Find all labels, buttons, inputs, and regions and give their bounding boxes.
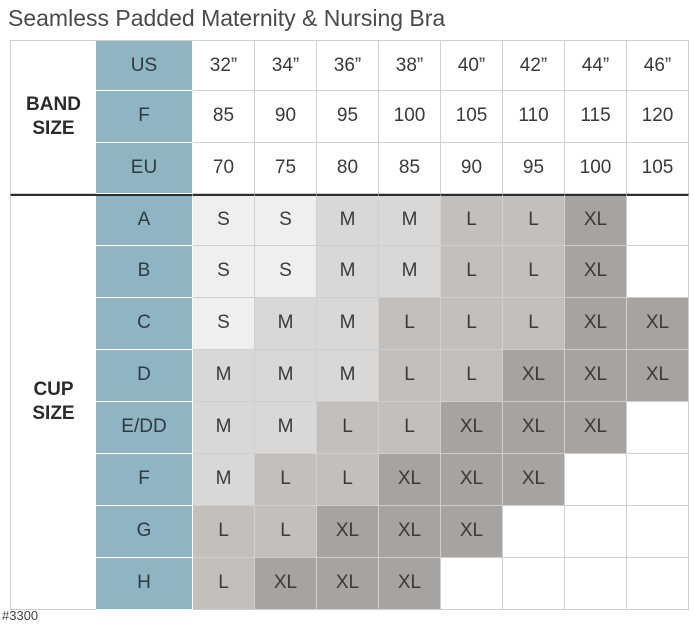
cup-size-cell	[627, 506, 689, 558]
cup-size-cell: L	[441, 350, 503, 402]
cup-size-heading-line2: SIZE	[32, 403, 75, 425]
cup-size-cell	[565, 454, 627, 506]
cup-size-cell: M	[317, 350, 379, 402]
band-size-cell: 115	[565, 91, 627, 142]
band-size-cell: 36”	[317, 40, 379, 91]
cup-size-cell: L	[441, 194, 503, 246]
cup-row-label: A	[96, 194, 193, 246]
band-size-heading-line2: SIZE	[32, 117, 75, 139]
cup-size-cell: XL	[441, 402, 503, 454]
cup-size-cell: M	[255, 298, 317, 350]
cup-size-cell: XL	[317, 506, 379, 558]
cup-size-cell: L	[503, 246, 565, 298]
cup-row-label: H	[96, 558, 193, 610]
size-chart-table	[10, 40, 692, 606]
band-size-cell: 95	[317, 91, 379, 142]
band-size-cell: 100	[565, 143, 627, 194]
band-size-cell: 34”	[255, 40, 317, 91]
cup-size-cell: XL	[255, 558, 317, 610]
cup-size-cell: XL	[379, 558, 441, 610]
cup-size-cell: XL	[379, 506, 441, 558]
cup-size-cell: M	[193, 402, 255, 454]
cup-size-cell: S	[193, 194, 255, 246]
cup-size-cell: XL	[565, 402, 627, 454]
band-size-cell: 40”	[441, 40, 503, 91]
band-size-cell: 75	[255, 143, 317, 194]
cup-size-cell	[565, 506, 627, 558]
band-row-label: F	[96, 91, 193, 142]
cup-size-cell: L	[255, 506, 317, 558]
cup-size-heading-line1: CUP	[33, 379, 74, 401]
cup-size-cell: S	[255, 194, 317, 246]
band-row-label: US	[96, 40, 193, 91]
cup-size-cell	[627, 402, 689, 454]
cup-size-cell: XL	[565, 350, 627, 402]
cup-size-cell: M	[317, 194, 379, 246]
cup-size-cell	[503, 558, 565, 610]
cup-size-cell	[627, 558, 689, 610]
cup-size-cell: XL	[503, 350, 565, 402]
band-size-cell: 100	[379, 91, 441, 142]
cup-size-cell: L	[317, 454, 379, 506]
cup-size-cell: XL	[503, 402, 565, 454]
cup-row-label: C	[96, 298, 193, 350]
cup-size-cell: L	[379, 298, 441, 350]
cup-size-cell: S	[193, 246, 255, 298]
band-size-cell: 105	[441, 91, 503, 142]
cup-size-cell: XL	[627, 350, 689, 402]
band-row-label: EU	[96, 143, 193, 194]
cup-size-cell: S	[255, 246, 317, 298]
cup-size-cell: L	[317, 402, 379, 454]
cup-size-cell: L	[193, 506, 255, 558]
cup-size-cell	[503, 506, 565, 558]
cup-size-cell: XL	[441, 506, 503, 558]
band-size-cell: 95	[503, 143, 565, 194]
cup-size-cell: L	[379, 402, 441, 454]
band-size-cell: 46”	[627, 40, 689, 91]
cup-size-cell: L	[503, 194, 565, 246]
cup-size-cell: S	[193, 298, 255, 350]
band-size-cell: 85	[379, 143, 441, 194]
style-number: #3300	[2, 608, 39, 623]
cup-size-cell: L	[503, 298, 565, 350]
cup-size-cell: XL	[565, 246, 627, 298]
band-size-cell: 38”	[379, 40, 441, 91]
cup-size-cell	[627, 454, 689, 506]
band-size-cell: 32”	[193, 40, 255, 91]
cup-size-cell: XL	[441, 454, 503, 506]
cup-row-label: D	[96, 350, 193, 402]
cup-size-cell	[627, 246, 689, 298]
cup-size-cell: XL	[565, 298, 627, 350]
band-size-cell: 44”	[565, 40, 627, 91]
cup-size-cell	[441, 558, 503, 610]
cup-size-cell: M	[255, 350, 317, 402]
cup-size-cell: L	[441, 298, 503, 350]
cup-size-heading	[10, 194, 96, 610]
cup-size-cell: L	[193, 558, 255, 610]
cup-row-label: G	[96, 506, 193, 558]
cup-size-cell: M	[317, 298, 379, 350]
cup-row-label: B	[96, 246, 193, 298]
cup-size-cell: XL	[627, 298, 689, 350]
cup-size-cell	[565, 558, 627, 610]
cup-size-cell: L	[441, 246, 503, 298]
band-size-cell: 90	[441, 143, 503, 194]
band-size-heading	[10, 40, 96, 194]
band-size-cell: 120	[627, 91, 689, 142]
band-size-cell: 42”	[503, 40, 565, 91]
cup-size-cell: L	[379, 350, 441, 402]
band-size-cell: 90	[255, 91, 317, 142]
cup-size-cell: M	[193, 454, 255, 506]
band-size-cell: 110	[503, 91, 565, 142]
band-size-cell: 80	[317, 143, 379, 194]
page-title: Seamless Padded Maternity & Nursing Bra	[8, 5, 446, 31]
cup-size-cell: XL	[379, 454, 441, 506]
cup-row-label: F	[96, 454, 193, 506]
cup-size-cell	[627, 194, 689, 246]
cup-size-cell: M	[193, 350, 255, 402]
cup-size-cell: M	[379, 194, 441, 246]
cup-size-cell: L	[255, 454, 317, 506]
band-size-cell: 105	[627, 143, 689, 194]
cup-row-label: E/DD	[96, 402, 193, 454]
band-size-cell: 85	[193, 91, 255, 142]
cup-size-cell: M	[379, 246, 441, 298]
band-size-cell: 70	[193, 143, 255, 194]
band-size-heading-line1: BAND	[26, 93, 81, 115]
cup-size-cell: XL	[317, 558, 379, 610]
cup-size-cell: XL	[565, 194, 627, 246]
cup-size-cell: M	[317, 246, 379, 298]
cup-size-cell: XL	[503, 454, 565, 506]
cup-size-cell: M	[255, 402, 317, 454]
